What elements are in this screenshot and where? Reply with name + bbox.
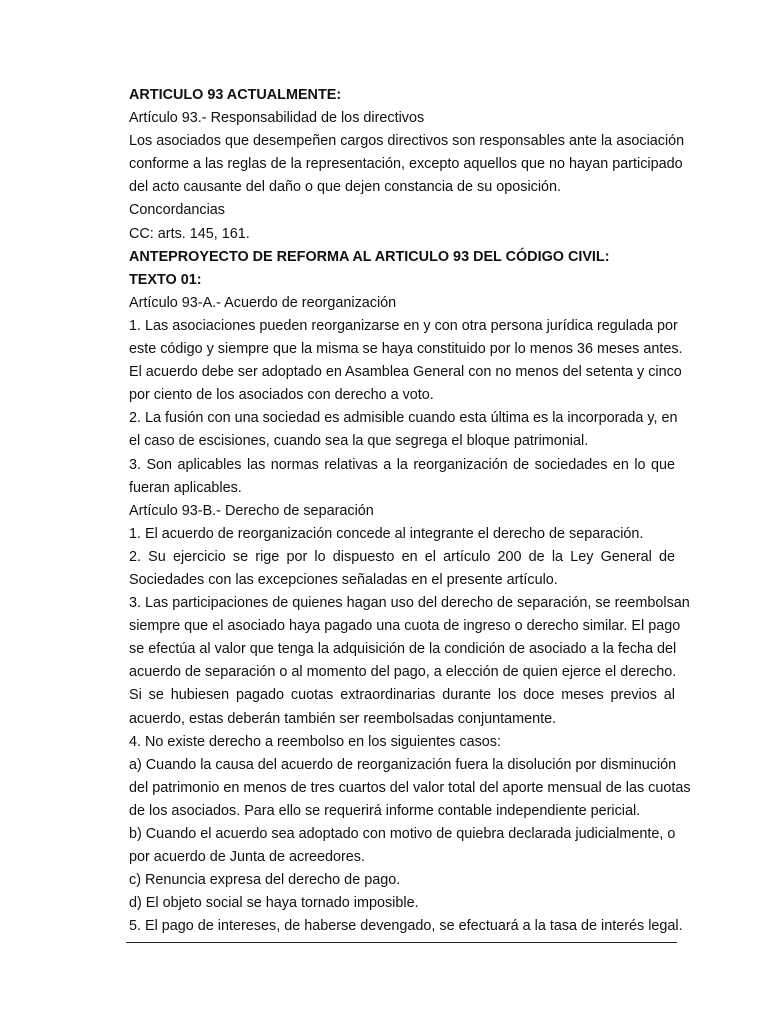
text-line: 2. La fusión con una sociedad es admisible cuando esta última es la incorporada y, en	[129, 410, 678, 427]
text-line: del patrimonio en menos de tres cuartos del valor total del aporte mensual de las cuotas	[129, 779, 691, 796]
text-line: acuerdo, estas deberán también ser reembolsadas conjuntamente.	[129, 710, 557, 727]
text-line: este código y siempre que la misma se haya constituido por lo menos 36 meses antes.	[129, 341, 683, 358]
heading-line: ANTEPROYECTO DE REFORMA AL ARTICULO 93 DEL CÓDIGO CIVIL:	[129, 248, 610, 265]
text-line: Artículo 93-B.- Derecho de separación	[129, 502, 374, 519]
text-line: Sociedades con las excepciones señaladas en el presente artículo.	[129, 571, 558, 588]
text-line: Artículo 93.- Responsabilidad de los directivos	[129, 110, 425, 127]
text-line: a) Cuando la causa del acuerdo de reorganización fuera la disolución por disminución	[129, 756, 677, 773]
text-line: b) Cuando el acuerdo sea adoptado con motivo de quiebra declarada judicialmente, o	[129, 826, 676, 842]
document-page	[129, 84, 691, 938]
text-line: acuerdo de separación o al momento del pago, a elección de quien ejerce el derecho.	[129, 664, 677, 681]
text-line: 3. Las participaciones de quienes hagan uso del derecho de separación, se reembolsan	[129, 595, 690, 612]
text-line: Si se hubiesen pagado cuotas extraordinarias durante los doce meses previos al	[129, 687, 675, 704]
text-line: c) Renuncia expresa del derecho de pago.	[129, 872, 401, 889]
bottom-rule	[126, 942, 677, 943]
text-line: Los asociados que desempeñen cargos directivos son responsables ante la asociación	[129, 133, 685, 150]
text-line: 4. No existe derecho a reembolso en los siguientes casos:	[129, 733, 501, 750]
heading-line: ARTICULO 93 ACTUALMENTE:	[129, 87, 342, 103]
text-line: del acto causante del daño o que dejen constancia de su oposición.	[129, 179, 562, 196]
text-line: 2. Su ejercicio se rige por lo dispuesto en el artículo 200 de la Ley General de	[129, 548, 675, 565]
text-line: Artículo 93-A.- Acuerdo de reorganización	[129, 294, 397, 311]
text-line: 3. Son aplicables las normas relativas a la reorganización de sociedades en lo que	[129, 456, 675, 473]
text-line: fueran aplicables.	[129, 479, 242, 496]
heading-line: TEXTO 01:	[129, 271, 202, 288]
text-line: 5. El pago de intereses, de haberse devengado, se efectuará a la tasa de interés legal.	[129, 918, 683, 935]
text-line: d) El objeto social se haya tornado imposible.	[129, 895, 419, 912]
text-line: 1. El acuerdo de reorganización concede al integrante el derecho de separación.	[129, 525, 644, 542]
text-line: se efectúa al valor que tenga la adquisición de la condición de asociado a la fecha del	[129, 641, 677, 658]
text-line: 1. Las asociaciones pueden reorganizarse en y con otra persona jurídica regulada por	[129, 317, 678, 334]
text-line: siempre que el asociado haya pagado una cuota de ingreso o derecho similar. El pago	[129, 618, 681, 635]
text-line: Concordancias	[129, 202, 225, 219]
text-line: El acuerdo debe ser adoptado en Asamblea General con no menos del setenta y cinco	[129, 364, 682, 381]
text-line: CC: arts. 145, 161.	[129, 225, 250, 242]
text-line: el caso de escisiones, cuando sea la que segrega el bloque patrimonial.	[129, 433, 589, 450]
text-line: por ciento de los asociados con derecho a voto.	[129, 387, 434, 404]
text-line: de los asociados. Para ello se requerirá informe contable independiente pericial.	[129, 802, 641, 819]
text-line: por acuerdo de Junta de acreedores.	[129, 849, 366, 866]
text-line: conforme a las reglas de la representación, excepto aquellos que no hayan participado	[129, 156, 683, 173]
